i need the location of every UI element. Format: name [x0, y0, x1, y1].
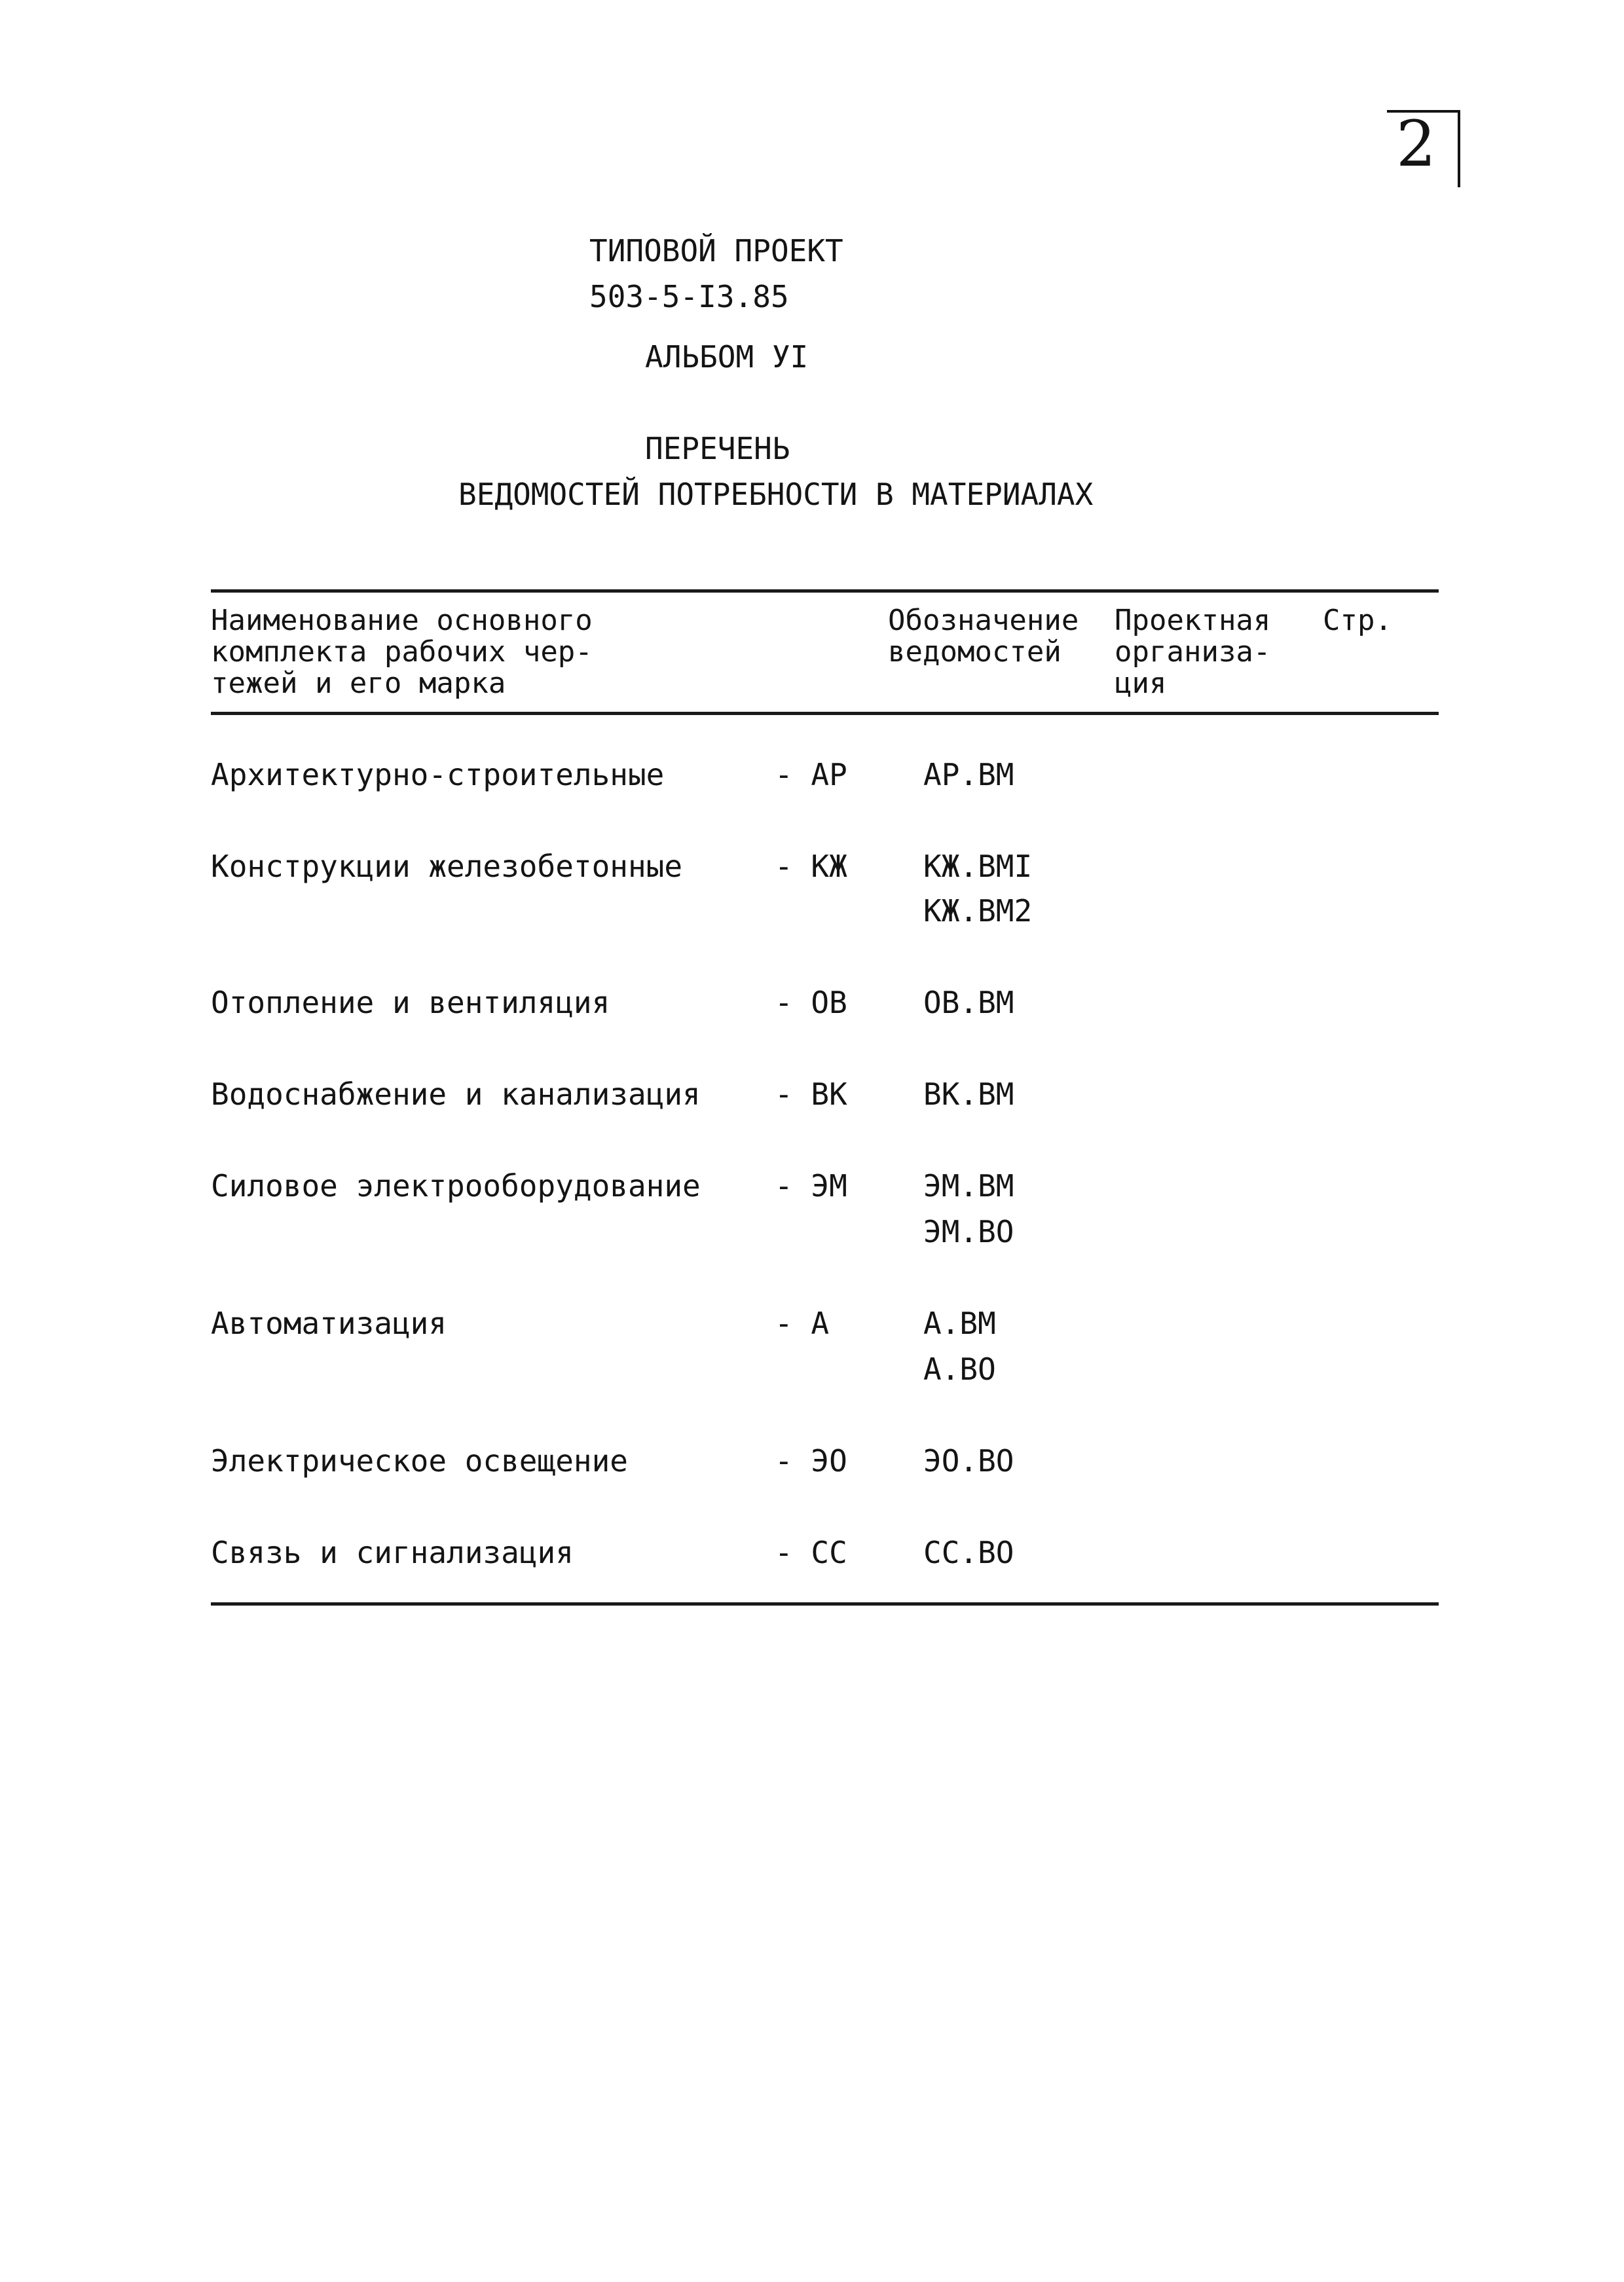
table-header-rule	[211, 712, 1439, 715]
table-row-name: Автоматизация	[211, 1306, 447, 1341]
list-subtitle-heading: ВЕДОМОСТЕЙ ПОТРЕБНОСТИ В МАТЕРИАЛАХ	[458, 477, 1094, 512]
table-row-mark: - КЖ	[775, 849, 847, 884]
project-type-heading: ТИПОВОЙ ПРОЕКТ	[589, 233, 843, 268]
table-row-name: Отопление и вентиляция	[211, 985, 610, 1020]
column-header-name: Наименование основного комплекта рабочих чер- тежей и его марка	[211, 604, 593, 700]
table-row-mark: - СС	[775, 1535, 847, 1570]
list-title-heading: ПЕРЕЧЕНЬ	[645, 431, 790, 466]
table-row-designation: А.ВО	[923, 1352, 996, 1387]
table-row-designation: КЖ.ВМ2	[923, 893, 1033, 929]
table-row-designation: АР.ВМ	[923, 757, 1014, 792]
table-row-name: Архитектурно-строительные	[211, 757, 665, 792]
table-row-mark: - ЭО	[775, 1443, 847, 1479]
table-row-name: Водоснабжение и канализация	[211, 1077, 701, 1112]
column-header-designation: Обозначение ведомостей	[888, 604, 1079, 669]
table-top-rule	[211, 589, 1439, 593]
table-row-designation: КЖ.ВМI	[923, 849, 1033, 884]
table-row-designation: СС.ВО	[923, 1535, 1014, 1570]
table-row-designation: ЭО.ВО	[923, 1443, 1014, 1479]
table-row-mark: - ВК	[775, 1077, 847, 1112]
table-row-name: Электрическое освещение	[211, 1443, 628, 1479]
project-code-heading: 503-5-I3.85	[589, 279, 789, 314]
table-row-designation: А.ВМ	[923, 1306, 996, 1341]
table-row-designation: ЭМ.ВМ	[923, 1168, 1014, 1204]
table-row-name: Связь и сигнализация	[211, 1535, 574, 1570]
table-row-mark: - ОВ	[775, 985, 847, 1020]
table-row-designation: ЭМ.ВО	[923, 1214, 1014, 1249]
table-row-designation: ОВ.ВМ	[923, 985, 1014, 1020]
table-row-name: Силовое электрооборудование	[211, 1168, 701, 1204]
column-header-page: Стр.	[1323, 604, 1392, 637]
table-bottom-rule	[211, 1602, 1439, 1606]
table-row-mark: - А	[775, 1306, 830, 1341]
table-row-mark: - ЭМ	[775, 1168, 847, 1204]
page-number-box: 2	[1387, 110, 1460, 187]
table-row-designation: ВК.ВМ	[923, 1077, 1014, 1112]
column-header-organization: Проектная организа- ция	[1115, 604, 1271, 700]
table-row-mark: - АР	[775, 757, 847, 792]
table-row-name: Конструкции железобетонные	[211, 849, 683, 884]
album-heading: АЛЬБОМ УI	[645, 339, 809, 375]
